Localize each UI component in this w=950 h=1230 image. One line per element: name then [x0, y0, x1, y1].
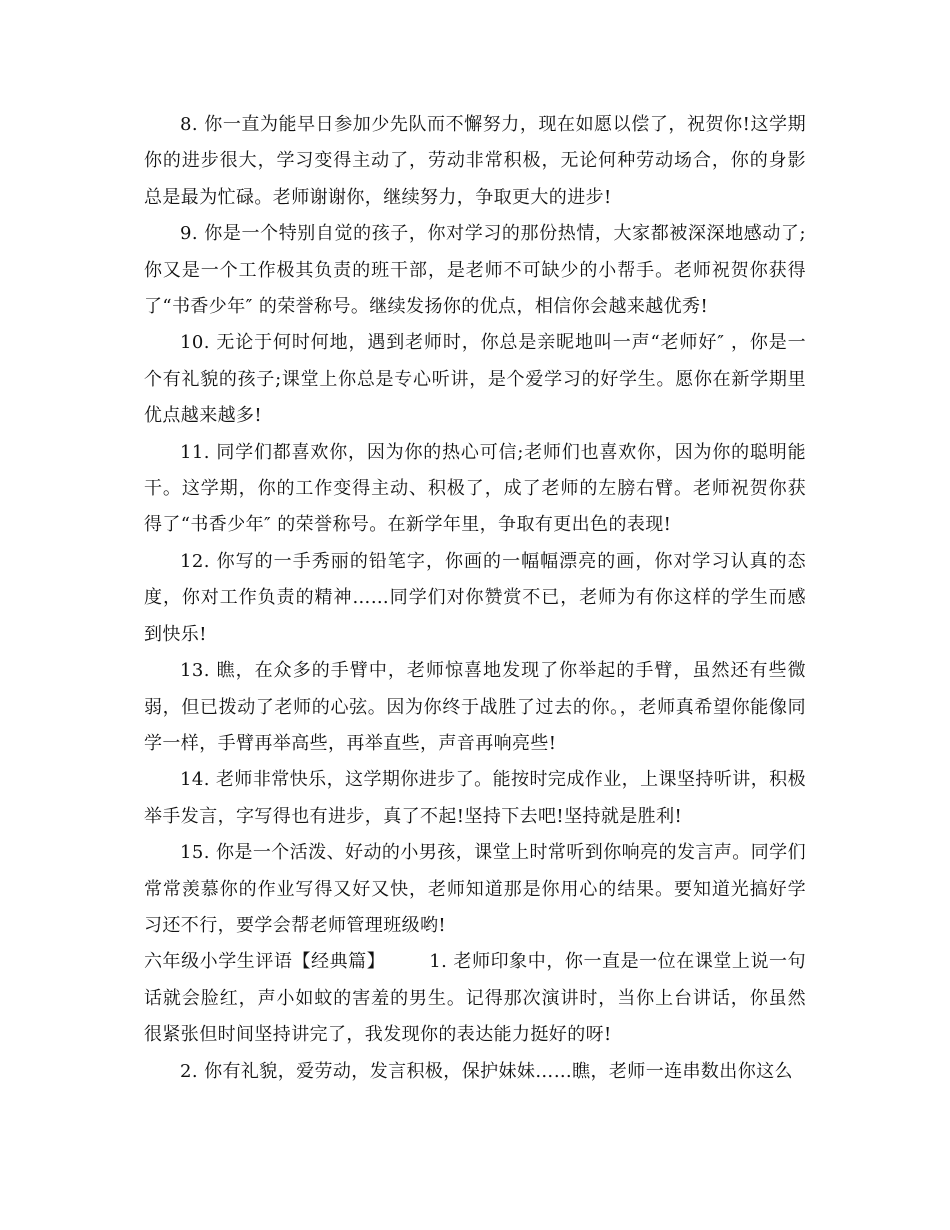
comment-paragraph-14: 14. 老师非常快乐，这学期你进步了。能按时完成作业，上课坚持听讲，积极举手发言，字写得也有进步，真了不起!坚持下去吧!坚持就是胜利!: [144, 769, 806, 827]
comment-paragraph-9: 9. 你是一个特别自觉的孩子，你对学习的那份热情，大家都被深深地感动了;你又是一个工作极其负责的班干部，是老师不可缺少的小帮手。老师祝贺你获得了“书香少年″ 的荣誉称号。继续发扬你的优点，相信你会越来越优秀!: [144, 223, 806, 318]
section-heading: 六年级小学生评语【经典篇】: [144, 951, 386, 973]
comment-paragraph-13: 13. 瞧，在众多的手臂中，老师惊喜地发现了你举起的手臂，虽然还有些微弱，但已拨动了老师的心弦。因为你终于战胜了过去的你。，老师真希望你能像同学一样，手臂再举高些，再举直些，声音再响亮些!: [144, 660, 806, 754]
comment-paragraph-15: 15. 你是一个活泼、好动的小男孩，课堂上时常听到你响亮的发言声。同学们常常羡慕你的作业写得又好又快，老师知道那是你用心的结果。要知道光搞好学习还不行，要学会帮老师管理班级哟!: [144, 842, 806, 936]
document-body: [144, 107, 806, 1090]
comment-paragraph-12: 12. 你写的一手秀丽的铅笔字，你画的一幅幅漂亮的画，你对学习认真的态度，你对工作负责的精神……同学们对你赞赏不已，老师为有你这样的学生而感到快乐!: [144, 550, 806, 645]
comment-paragraph-8: 8. 你一直为能早日参加少先队而不懈努力，现在如愿以偿了，祝贺你!这学期你的进步很大，学习变得主动了，劳动非常积极，无论何种劳动场合，你的身影总是最为忙碌。老师谢谢你，继续努力，争取更大的进步!: [144, 114, 806, 208]
section-block: [144, 944, 806, 1053]
section-first-item: 1. 老师印象中，你一直是一位在课堂上说一句话就会脸红，声小如蚊的害羞的男生。记得那次演讲时，当你上台讲话，你虽然很紧张但时间坚持讲完了，我发现你的表达能力挺好的呀!: [144, 951, 806, 1046]
comment-paragraph-11: 11. 同学们都喜欢你，因为你的热心可信;老师们也喜欢你，因为你的聪明能干。这学期，你的工作变得主动、积极了，成了老师的左膀右臂。老师祝贺你获得了“书香少年″ 的荣誉称号。在新学年里，争取有更出色的表现!: [144, 441, 806, 536]
comment-paragraph-2: 2. 你有礼貌，爱劳动，发言积极，保护妹妹……瞧，老师一连串数出你这么: [180, 1060, 793, 1082]
comment-paragraph-10: 10. 无论于何时何地，遇到老师时，你总是亲昵地叫一声“老师好″ ，你是一个有礼貌的孩子;课堂上你总是专心听讲，是个爱学习的好学生。愿你在新学期里优点越来越多!: [144, 332, 806, 427]
